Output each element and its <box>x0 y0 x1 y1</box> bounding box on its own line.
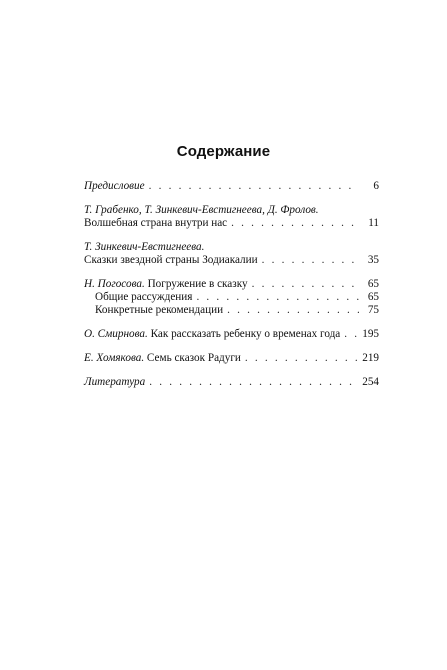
dot-leader <box>149 376 358 389</box>
dot-leader <box>149 180 359 193</box>
page-number: 219 <box>362 352 379 364</box>
entry-title: Семь сказок Радуги <box>146 352 241 364</box>
entry-title: Литература <box>84 376 146 388</box>
toc-entry-khomyakova <box>84 352 379 365</box>
entry-author: Т. Зинкевич-Евстигнеева. <box>84 241 205 253</box>
entry-heading <box>84 278 248 291</box>
entry-title: Предисловие <box>84 180 145 192</box>
entry-heading <box>84 352 241 365</box>
page-number: 65 <box>367 291 379 303</box>
dot-leader <box>344 328 358 341</box>
toc-entry-literature <box>84 376 379 389</box>
page-number: 195 <box>362 328 379 340</box>
entry-title: Погружение в сказку <box>147 278 248 290</box>
dot-leader <box>231 217 359 230</box>
table-of-contents <box>84 180 379 389</box>
toc-entry-preface <box>84 180 379 193</box>
subentry-title: Конкретные рекомендации <box>95 304 224 316</box>
toc-subentry-recommendations <box>84 304 379 317</box>
page-title: Содержание <box>176 143 271 160</box>
toc-entry-grabenko <box>84 217 379 230</box>
page-number: 75 <box>367 304 379 316</box>
entry-authors: Т. Грабенко, Т. Зинкевич-Евстигнеева, Д. Фролов. <box>84 204 319 216</box>
toc-entry-zinkevich <box>84 254 379 267</box>
entry-author: Е. Хомякова. <box>84 352 145 364</box>
entry-title: Сказки звездной страны Зодиакалии <box>84 254 258 266</box>
entry-heading <box>84 328 340 341</box>
dot-leader <box>245 352 358 365</box>
dot-leader <box>252 278 359 291</box>
subentry-title: Общие рассуждения <box>95 291 193 303</box>
entry-author: Н. Погосова. <box>84 278 145 290</box>
entry-author: О. Смирнова. <box>84 328 148 340</box>
dot-leader <box>262 254 359 267</box>
page-number: 35 <box>367 254 379 266</box>
toc-entry-pogosova <box>84 278 379 291</box>
entry-title: Волшебная страна внутри нас <box>84 217 228 229</box>
toc-entry-zinkevich-author <box>84 241 379 254</box>
page-number: 11 <box>368 217 379 229</box>
toc-entry-smirnova <box>84 328 379 341</box>
dot-leader <box>227 304 359 317</box>
toc-subentry-general <box>84 291 379 304</box>
page-number: 254 <box>362 376 379 388</box>
page-number: 65 <box>367 278 379 290</box>
toc-entry-grabenko-authors <box>84 204 379 217</box>
page-number: 6 <box>373 180 379 192</box>
dot-leader <box>196 291 359 304</box>
entry-title: Как рассказать ребенку о временах года <box>150 328 341 340</box>
